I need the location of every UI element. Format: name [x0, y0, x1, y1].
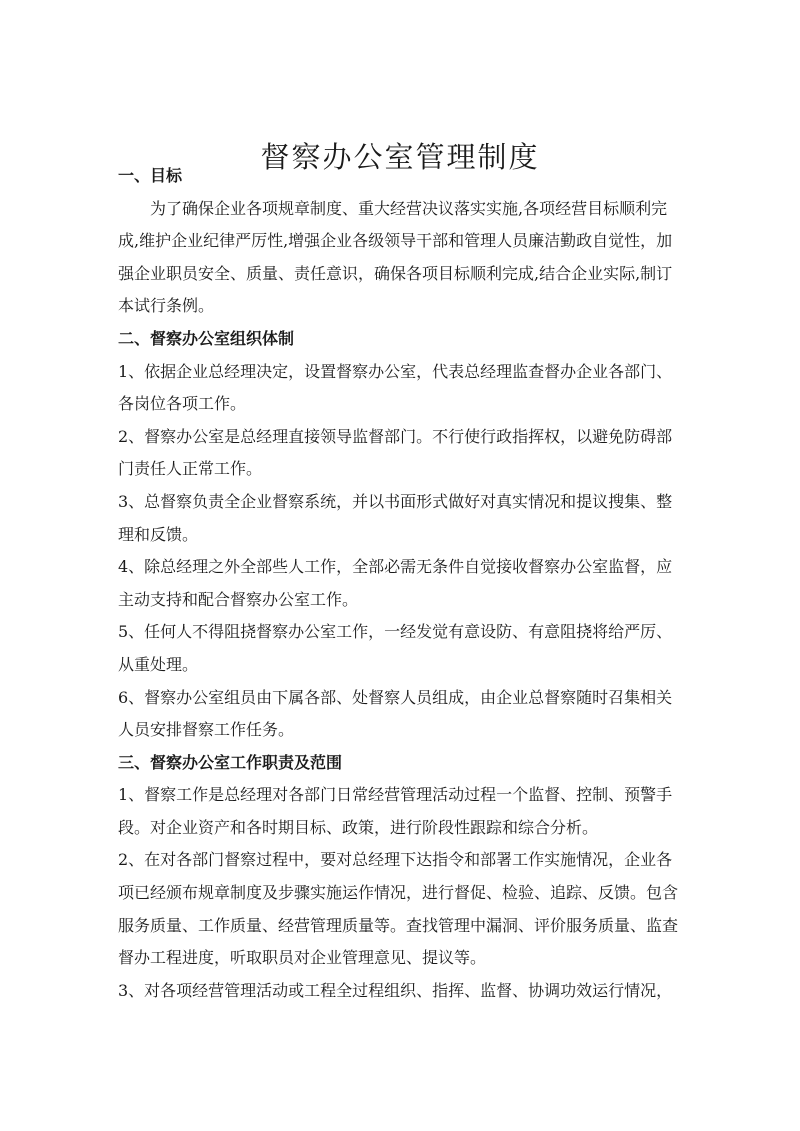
section-paragraph: 2、在对各部门督察过程中，要对总经理下达指令和部署工作实施情况，企业各项已经颁布规章制度及步骤实施运作情况，进行督促、检验、追踪、反馈。包含服务质量、工作质量、经营管理质量等。查找管理中漏洞、评价服务质量、监查督办工程进度，听取职员对企业管理意见、提议等。	[118, 850, 679, 968]
section-paragraph: 3、总督察负责全企业督察系统，并以书面形式做好对真实情况和提议搜集、整理和反馈。	[118, 491, 673, 544]
section-paragraph: 1、督察工作是总经理对各部门日常经营管理活动过程一个监督、控制、预警手段。对企业资产和各时期目标、政策，进行阶段性跟踪和综合分析。	[118, 785, 673, 837]
section-paragraph: 5、任何人不得阻挠督察办公室工作，一经发觉有意设防、有意阻挠将给严厉、从重处理。	[118, 622, 673, 674]
document-body	[118, 160, 686, 1007]
section-paragraph: 3、对各项经营管理活动或工程全过程组织、指挥、监督、协调功效运行情况，	[118, 980, 673, 1000]
section-paragraph: 为了确保企业各项规章制度、重大经营决议落实实施,各项经营目标顺利完成,维护企业纪律严厉性,增强企业各级领导干部和管理人员廉洁勤政自觉性，加强企业职员安全、质量、责任意识，确保各项目标顺利完成,结合企业实际,制订本试行条例。	[118, 198, 673, 316]
section-paragraph: 2、督察办公室是总经理直接领导监督部门。不行使行政指挥权，以避免防碍部门责任人正常工作。	[118, 426, 673, 479]
document-title: 督察办公室管理制度	[260, 140, 540, 175]
section-paragraph: 6、督察办公室组员由下属各部、处督察人员组成，由企业总督察随时召集相关人员安排督察工作任务。	[118, 687, 673, 740]
section-heading-duties: 三、督察办公室工作职责及范围	[118, 752, 343, 772]
section-heading-goal: 一、目标	[118, 166, 183, 185]
section-paragraph: 4、除总经理之外全部些人工作，全部必需无条件自觉接收督察办公室监督，应主动支持和配合督察办公室工作。	[118, 557, 673, 609]
section-heading-organization: 二、督察办公室组织体制	[118, 328, 295, 348]
section-paragraph: 1、依据企业总经理决定，设置督察办公室，代表总经理监查督办企业各部门、各岗位各项工作。	[118, 361, 673, 414]
